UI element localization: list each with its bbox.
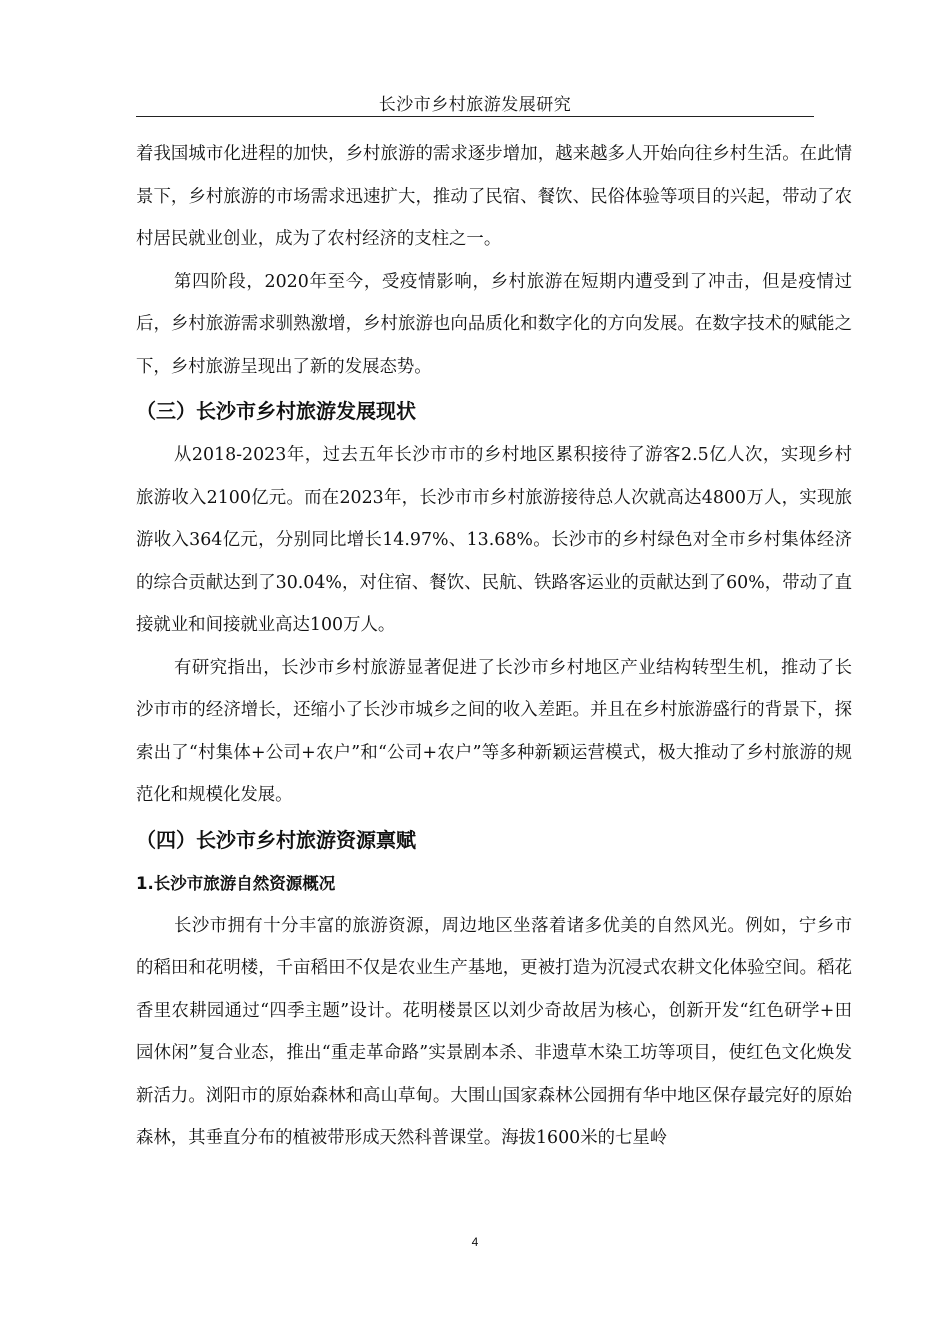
paragraph: 从2018-2023年，过去五年长沙市市的乡村地区累积接待了游客2.5亿人次，实现乡村旅游收入2100亿元。而在2023年，长沙市市乡村旅游接待总人次就高达4800万人，实现旅游收入364亿元，分别同比增长14.97%、13.68%。长沙市的乡村绿色对全市乡村集体经济的综合贡献达到了30.04%，对住宿、餐饮、民航、铁路客运业的贡献达到了60%，带动了直接就业和间接就业高达100万人。 bbox=[136, 445, 852, 635]
section-heading: （四）长沙市乡村旅游资源禀赋 bbox=[136, 827, 416, 852]
page-number: 4 bbox=[471, 1235, 479, 1249]
running-header-title: 长沙市乡村旅游发展研究 bbox=[378, 95, 572, 115]
paragraph: 着我国城市化进程的加快，乡村旅游的需求逐步增加，越来越多人开始向往乡村生活。在此情景下，乡村旅游的市场需求迅速扩大，推动了民宿、餐饮、民俗体验等项目的兴起，带动了农村居民就业创业，成为了农村经济的支柱之一。 bbox=[136, 144, 852, 249]
paragraph: 长沙市拥有十分丰富的旅游资源，周边地区坐落着诸多优美的自然风光。例如，宁乡市的稻田和花明楼，千亩稻田不仅是农业生产基地，更被打造为沉浸式农耕文化体验空间。稻花香里农耕园通过“四季主题”设计。花明楼景区以刘少奇故居为核心，创新开发“红色研学+田园休闲”复合业态，推出“重走革命路”实景剧本杀、非遗草木染工坊等项目，使红色文化焕发新活力。浏阳市的原始森林和高山草甸。大围山国家森林公园拥有华中地区保存最完好的原始森林，其垂直分布的植被带形成天然科普课堂。海拔1600米的七星岭 bbox=[136, 915, 852, 1148]
header-divider bbox=[136, 116, 814, 117]
section-heading: （三）长沙市乡村旅游发展现状 bbox=[136, 399, 416, 423]
page-body bbox=[136, 133, 852, 1160]
paragraph: 第四阶段，2020年至今，受疫情影响，乡村旅游在短期内遭受到了冲击，但是疫情过后，乡村旅游需求驯熟激增，乡村旅游也向品质化和数字化的方向发展。在数字技术的赋能之下，乡村旅游呈现出了新的发展态势。 bbox=[136, 271, 852, 377]
subsection-heading: 1.长沙市旅游自然资源概况 bbox=[136, 873, 336, 893]
paragraph: 有研究指出，长沙市乡村旅游显著促进了长沙市乡村地区产业结构转型生机，推动了长沙市市的经济增长，还缩小了长沙市城乡之间的收入差距。并且在乡村旅游盛行的背景下，探索出了“村集体+公司+农户”和“公司+农户”等多种新颖运营模式，极大推动了乡村旅游的规范化和规模化发展。 bbox=[136, 657, 852, 805]
